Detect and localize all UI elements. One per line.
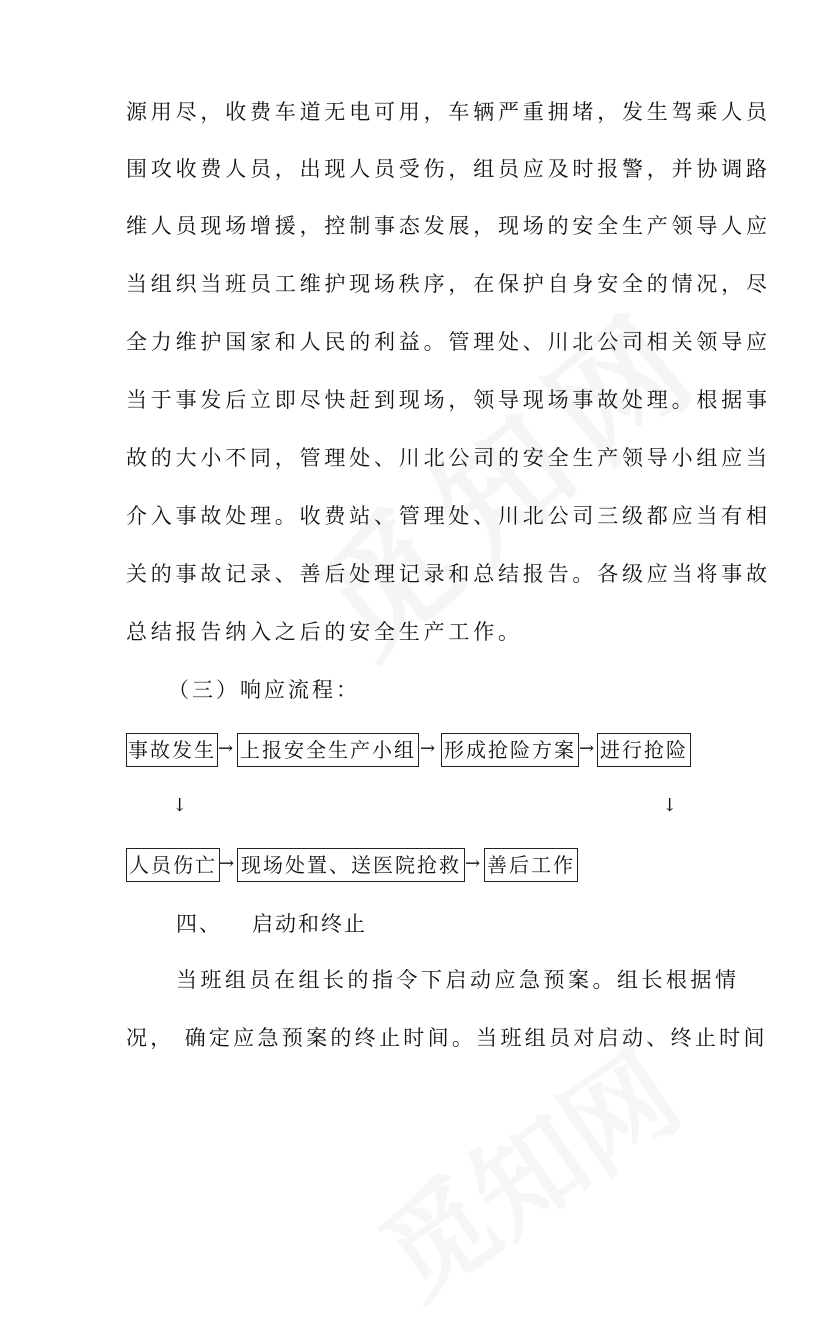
paragraph-line: 介入事故处理。收费站、管理处、川北公司三级都应当有相	[126, 504, 771, 528]
paragraph-line: 况， 确定应急预案的终止时间。当班组员对启动、终止时间	[126, 1026, 768, 1050]
section-4-heading	[176, 910, 367, 938]
paragraph-line: 维人员现场增援，控制事态发展，现场的安全生产领导人应	[126, 214, 771, 238]
paragraph-line: 当于事发后立即尽快赶到现场，领导现场事故处理。根据事	[126, 388, 771, 412]
paragraph-line: 围攻收费人员，出现人员受伤，组员应及时报警，并协调路	[126, 157, 771, 181]
flow-box-aftermath: 善后工作	[484, 848, 578, 882]
watermark-bottom	[345, 1010, 706, 1328]
flow-box-report-safety-group: 上报安全生产小组	[237, 733, 419, 767]
flow-box-casualties: 人员伤亡	[126, 848, 220, 882]
arrow-right-icon: →	[465, 853, 481, 874]
arrow-down-icon: ↓	[662, 795, 678, 816]
arrow-right-icon: →	[579, 738, 595, 759]
paragraph-line: 源用尽，收费车道无电可用，车辆严重拥堵，发生驾乘人员	[126, 100, 771, 124]
arrow-right-icon: →	[218, 738, 234, 759]
paragraph-line: 故的大小不同，管理处、川北公司的安全生产领导小组应当	[126, 446, 771, 470]
section-4-number: 四、	[176, 912, 222, 936]
section-3-heading: （三）响应流程：	[168, 678, 360, 702]
flow-box-carry-out-rescue: 进行抢险	[597, 733, 691, 767]
paragraph-line: 全力维护国家和人民的利益。管理处、川北公司相关领导应	[126, 330, 771, 354]
paragraph-line: 当班组员在组长的指令下启动应急预案。组长根据情	[176, 968, 740, 992]
arrow-right-icon: →	[219, 853, 235, 874]
paragraph-line: 关的事故记录、善后处理记录和总结报告。各级应当将事故	[126, 562, 771, 586]
flow-box-rescue-plan: 形成抢险方案	[441, 733, 579, 767]
paragraph-line: 总结报告纳入之后的安全生产工作。	[126, 620, 523, 644]
paragraph-line: 当组织当班员工维护现场秩序，在保护自身安全的情况，尽	[126, 272, 771, 296]
arrow-right-icon: →	[420, 738, 436, 759]
arrow-down-icon: ↓	[172, 795, 188, 816]
section-4-title: 启动和终止	[252, 912, 367, 936]
flow-box-accident-occurs: 事故发生	[126, 733, 218, 767]
flow-box-onsite-hospital: 现场处置、送医院抢救	[237, 848, 465, 882]
